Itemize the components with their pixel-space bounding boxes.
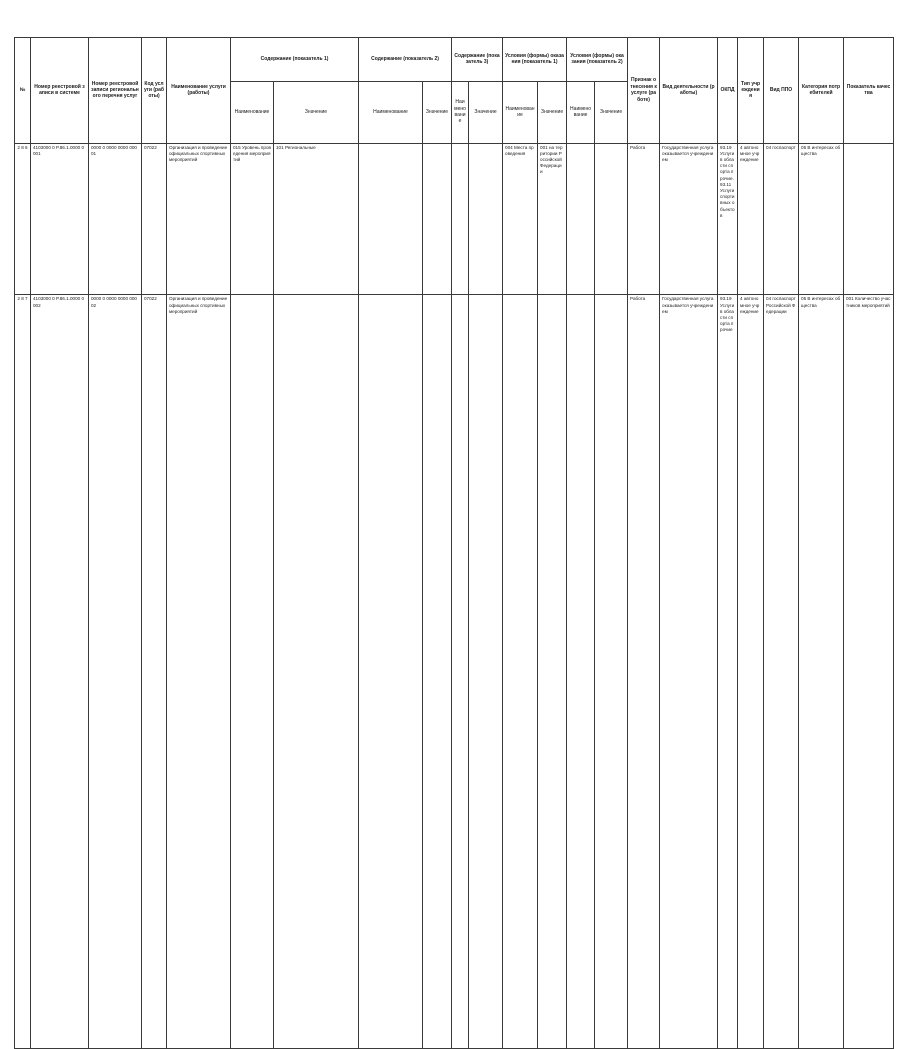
- col-content2: Содержание (показатель 2): [359, 38, 452, 82]
- cell-cond2-value: [595, 143, 628, 295]
- cell-content2-name: [359, 143, 423, 295]
- cell-cond2-name: [567, 295, 595, 1049]
- col-type: Тип учреждения: [738, 38, 764, 144]
- col-cond2: Условия (формы) оказания (показатель 2): [567, 38, 628, 82]
- cell-vid: 04 госпаспорт Российской Федерации: [764, 295, 799, 1049]
- cell-cond2-value: [595, 295, 628, 1049]
- cell-name: Организация и проведение официальных спортивных мероприятий: [167, 143, 231, 295]
- cell-content1-value: [274, 295, 359, 1049]
- col-service-name: Наименование услуги (работы): [167, 38, 231, 144]
- registry-table: [14, 37, 894, 1049]
- cell-cond1-value: 001 на территории Российской Федерации: [538, 143, 567, 295]
- cell-name: Организация и проведение официальных спортивных мероприятий: [167, 295, 231, 1049]
- cell-content2-value: [423, 295, 452, 1049]
- col-no: №: [15, 38, 31, 144]
- cond2-value: Значение: [595, 81, 628, 143]
- cell-code: 07022: [142, 143, 167, 295]
- cell-content2-value: [423, 143, 452, 295]
- cell-content3-name: [452, 143, 469, 295]
- cell-regional-reg-number: 0000 0 0000 0000 00001: [89, 143, 142, 295]
- cell-vid: 04 госпаспорт: [764, 143, 799, 295]
- col-quality: Показатель качества: [844, 38, 894, 144]
- cell-cond2-name: [567, 143, 595, 295]
- col-content3: Содержание (показатель 3): [452, 38, 503, 82]
- cond1-value: Значение: [538, 81, 567, 143]
- cell-no: 2 8 7: [15, 295, 31, 1049]
- registry-sheet: [14, 37, 893, 1049]
- cell-okpd: 93.19 Услуги в области спорта прочие. 93.11 Услуги спортивных объектов: [718, 143, 738, 295]
- col-okpd: ОКПД: [718, 38, 738, 144]
- cell-content1-name: [231, 295, 274, 1049]
- col-regional-reg-number: Номер реестровой записи регионального перечня услуг: [89, 38, 142, 144]
- cell-activity: Государственная услуга оказывается учреждением: [660, 295, 718, 1049]
- cell-cond1-name: 004 Места проведения: [503, 143, 538, 295]
- col-cond1: Условия (формы) оказания (показатель 1): [503, 38, 567, 82]
- header-row-1: [15, 38, 894, 82]
- cond1-name: Наименование: [503, 81, 538, 143]
- col-service-code: Код услуги (работы): [142, 38, 167, 144]
- cell-regional-reg-number: 0000 0 0000 0000 00002: [89, 295, 142, 1049]
- cell-sign: Работа: [628, 143, 660, 295]
- cell-sign: Работа: [628, 295, 660, 1049]
- cell-content1-value: 101 Региональные: [274, 143, 359, 295]
- cell-code: 07022: [142, 295, 167, 1049]
- cell-activity: Государственная услуга оказывается учреждением: [660, 143, 718, 295]
- cell-reg-number: 4103000 0 P.86.1.0000 0002: [31, 295, 89, 1049]
- content2-value: Значение: [423, 81, 452, 143]
- table-row: [15, 143, 894, 295]
- cell-content3-value: [469, 295, 503, 1049]
- content1-value: Значение: [274, 81, 359, 143]
- col-content1: Содержание (показатель 1): [231, 38, 359, 82]
- table-row: [15, 295, 894, 1049]
- cell-content3-value: [469, 143, 503, 295]
- cell-type: 4 автономное учреждение: [738, 295, 764, 1049]
- cell-quality: 001 Количество участников мероприятий: [844, 295, 894, 1049]
- cell-category: 05 В интересах общества: [799, 295, 844, 1049]
- content3-value: Значение: [469, 81, 503, 143]
- cell-okpd: 93.19 Услуги в области спорта прочие: [718, 295, 738, 1049]
- cell-reg-number: 4103000 0 P.86.1.0000 0001: [31, 143, 89, 295]
- content1-name: Наименование: [231, 81, 274, 143]
- col-category: Категория потребителей: [799, 38, 844, 144]
- cell-content2-name: [359, 295, 423, 1049]
- cell-type: 4 автономное учреждение: [738, 143, 764, 295]
- cell-no: 2 8 6: [15, 143, 31, 295]
- col-reg-number: Номер реестровой записи в системе: [31, 38, 89, 144]
- cell-content1-name: 015 Уровень проведения мероприятий: [231, 143, 274, 295]
- content3-name: Наименование: [452, 81, 469, 143]
- cell-content3-name: [452, 295, 469, 1049]
- cell-quality: [844, 143, 894, 295]
- cell-category: 05 В интересах общества: [799, 143, 844, 295]
- cell-cond1-name: [503, 295, 538, 1049]
- col-activity: Вид деятельности (работы): [660, 38, 718, 144]
- col-vid: Вид ППО: [764, 38, 799, 144]
- content2-name: Наименование: [359, 81, 423, 143]
- cell-cond1-value: [538, 295, 567, 1049]
- col-sign: Признак отнесения к услуге (работе): [628, 38, 660, 144]
- cond2-name: Наименование: [567, 81, 595, 143]
